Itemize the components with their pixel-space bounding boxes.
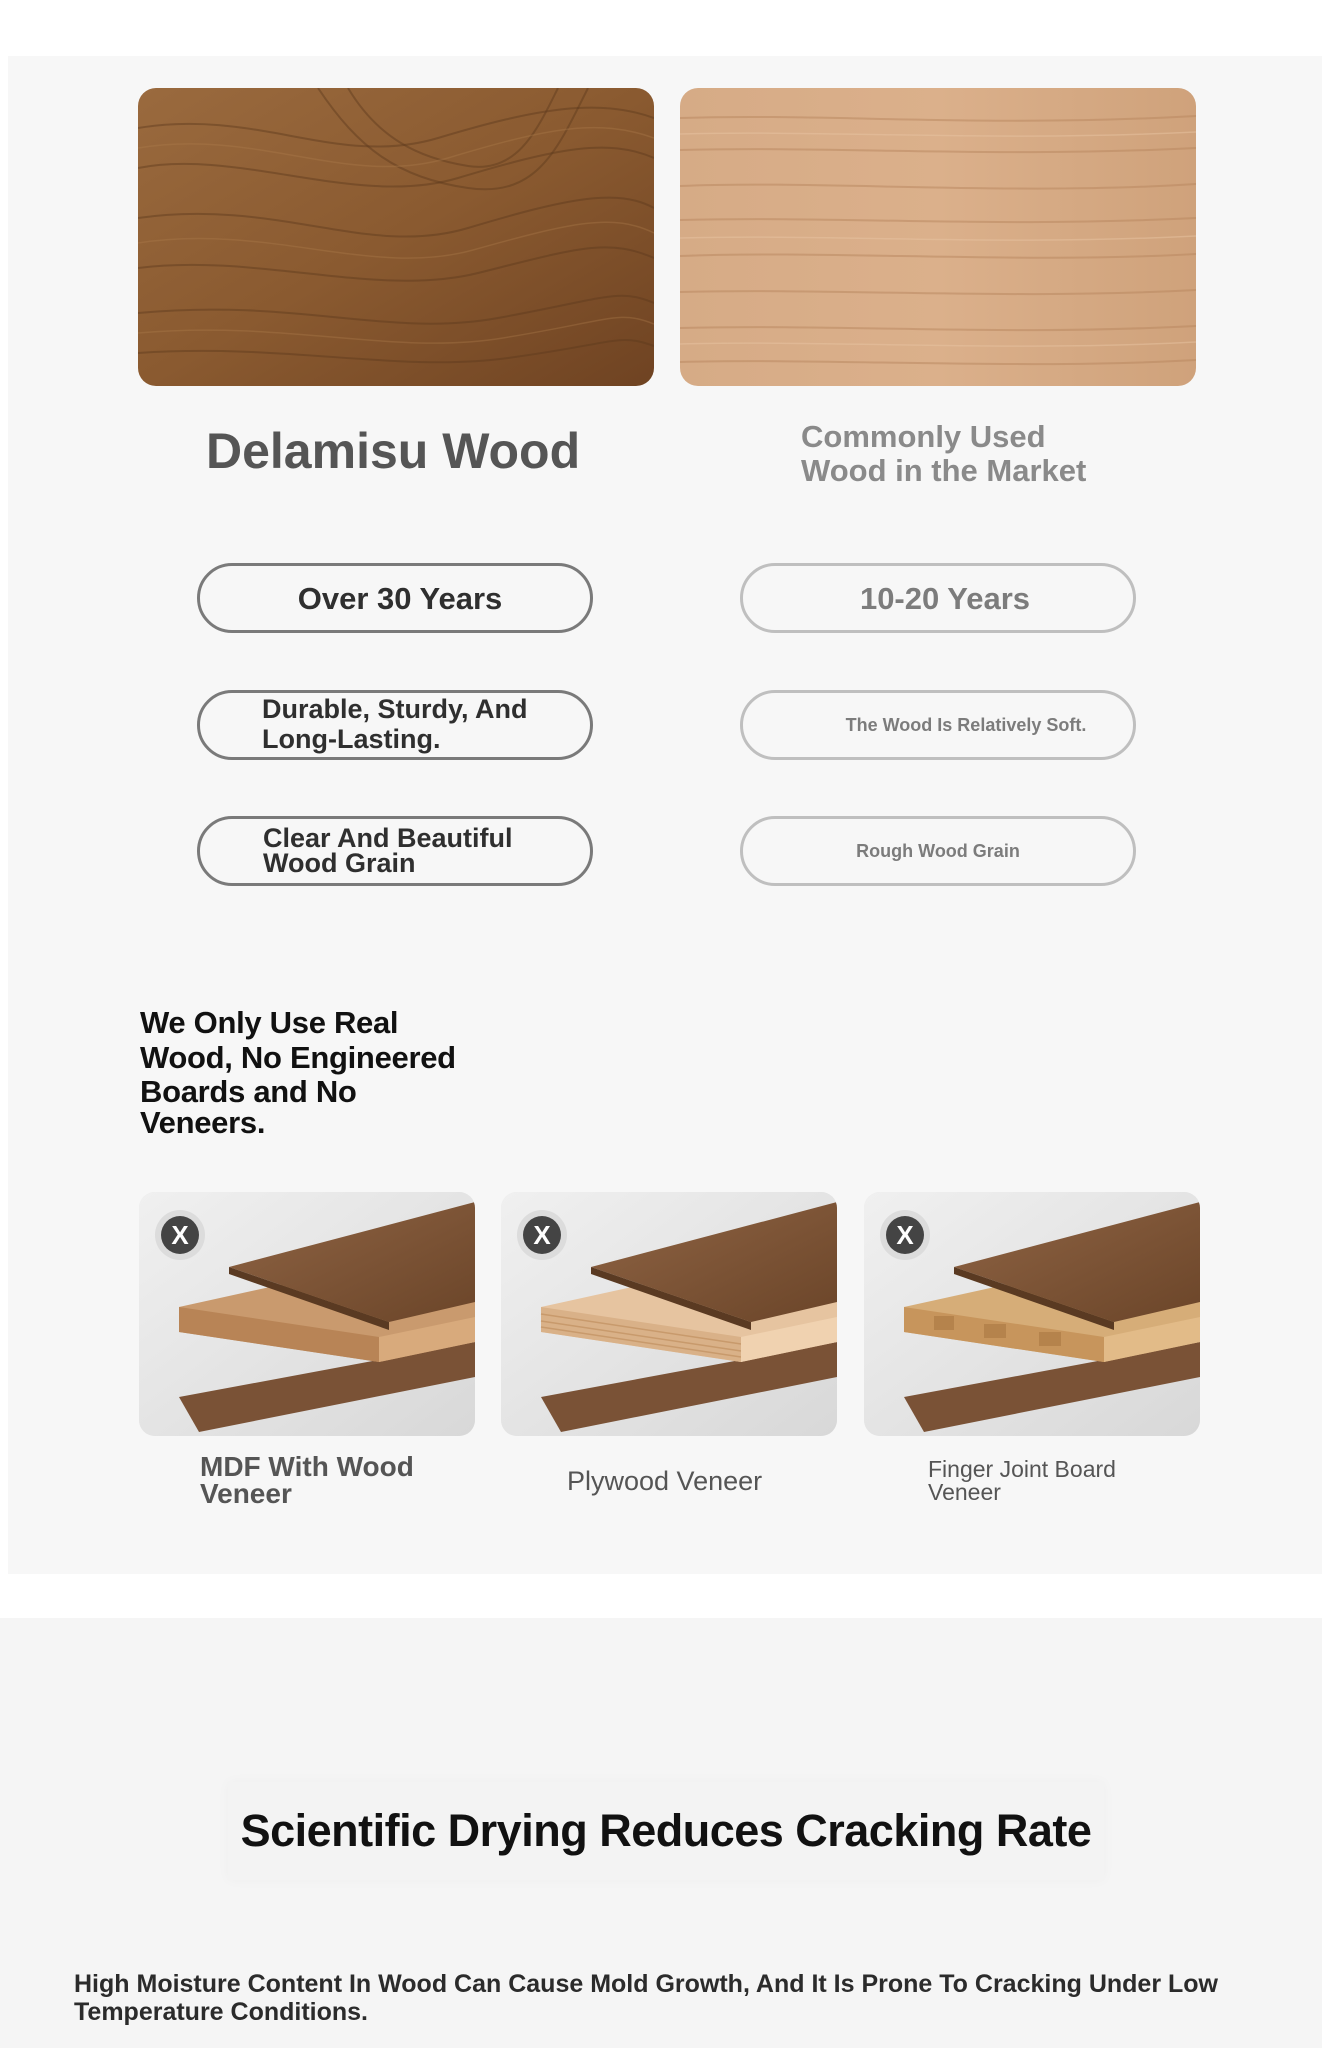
market-wood-swatch [680,88,1196,386]
mdf-veneer-label-line2: Veneer [200,1477,292,1509]
feature-pill-lifespan [197,563,593,633]
real-wood-heading-line3: Boards and No [140,1074,357,1110]
delamisu-wood-title: Delamisu Wood [206,423,581,479]
real-wood-heading-line2: Wood, No Engineered [140,1039,456,1075]
real-wood-heading [140,1006,470,1141]
drying-title: Scientific Drying Reduces Cracking Rate [228,1782,1104,1880]
drying-description [74,1970,1274,2026]
real-wood-heading-line1: We Only Use Real [140,1005,399,1040]
feature-pill-grain-line2: Wood Grain [263,848,416,878]
finger-joint-veneer-label [928,1458,1116,1504]
finger-joint-veneer-label-line2: Veneer [928,1479,1001,1505]
feature-pill-durability-line2: Long-Lasting. [262,724,441,754]
x-mark-icon [155,1210,205,1260]
drying-description-line1: High Moisture Content In Wood Can Cause Mold Growth, And It Is Prone To Cracking Under Low [74,1970,1218,1998]
x-mark-icon [880,1210,930,1260]
feature-pill-durability-line1: Durable, Sturdy, And [262,694,528,725]
market-wood-title-line1: Commonly Used [801,419,1046,454]
feature-pill-durability [197,690,593,760]
market-pill-lifespan-text: 10-20 Years [859,580,1031,616]
market-pill-softness [740,690,1136,760]
x-mark-glyph: X [161,1216,199,1254]
finger-joint-veneer-label-line1: Finger Joint Board [928,1456,1116,1482]
plywood-veneer-label [567,1468,762,1495]
mdf-veneer-label [200,1451,414,1509]
market-pill-grain [740,816,1136,886]
feature-pill-grain [197,816,593,886]
feature-pill-lifespan-text: Over 30 Years [297,580,503,616]
plywood-veneer-label-line1: Plywood Veneer [567,1466,763,1496]
delamisu-wood-swatch [138,88,654,386]
market-pill-lifespan [740,563,1136,633]
mdf-veneer-label-line1: MDF With Wood [200,1451,414,1482]
market-wood-title-line2: Wood in the Market [801,453,1087,489]
real-wood-heading-line4: Veneers. [140,1105,266,1141]
market-pill-grain-text: Rough Wood Grain [856,841,1020,861]
market-pill-softness-text: The Wood Is Relatively Soft. [845,715,1087,735]
x-mark-glyph: X [523,1216,561,1254]
drying-description-line2: Temperature Conditions. [74,1998,369,2026]
feature-pill-grain-line1: Clear And Beautiful [263,822,513,853]
market-wood-title [801,420,1086,488]
x-mark-icon [517,1210,567,1260]
x-mark-glyph: X [886,1216,924,1254]
